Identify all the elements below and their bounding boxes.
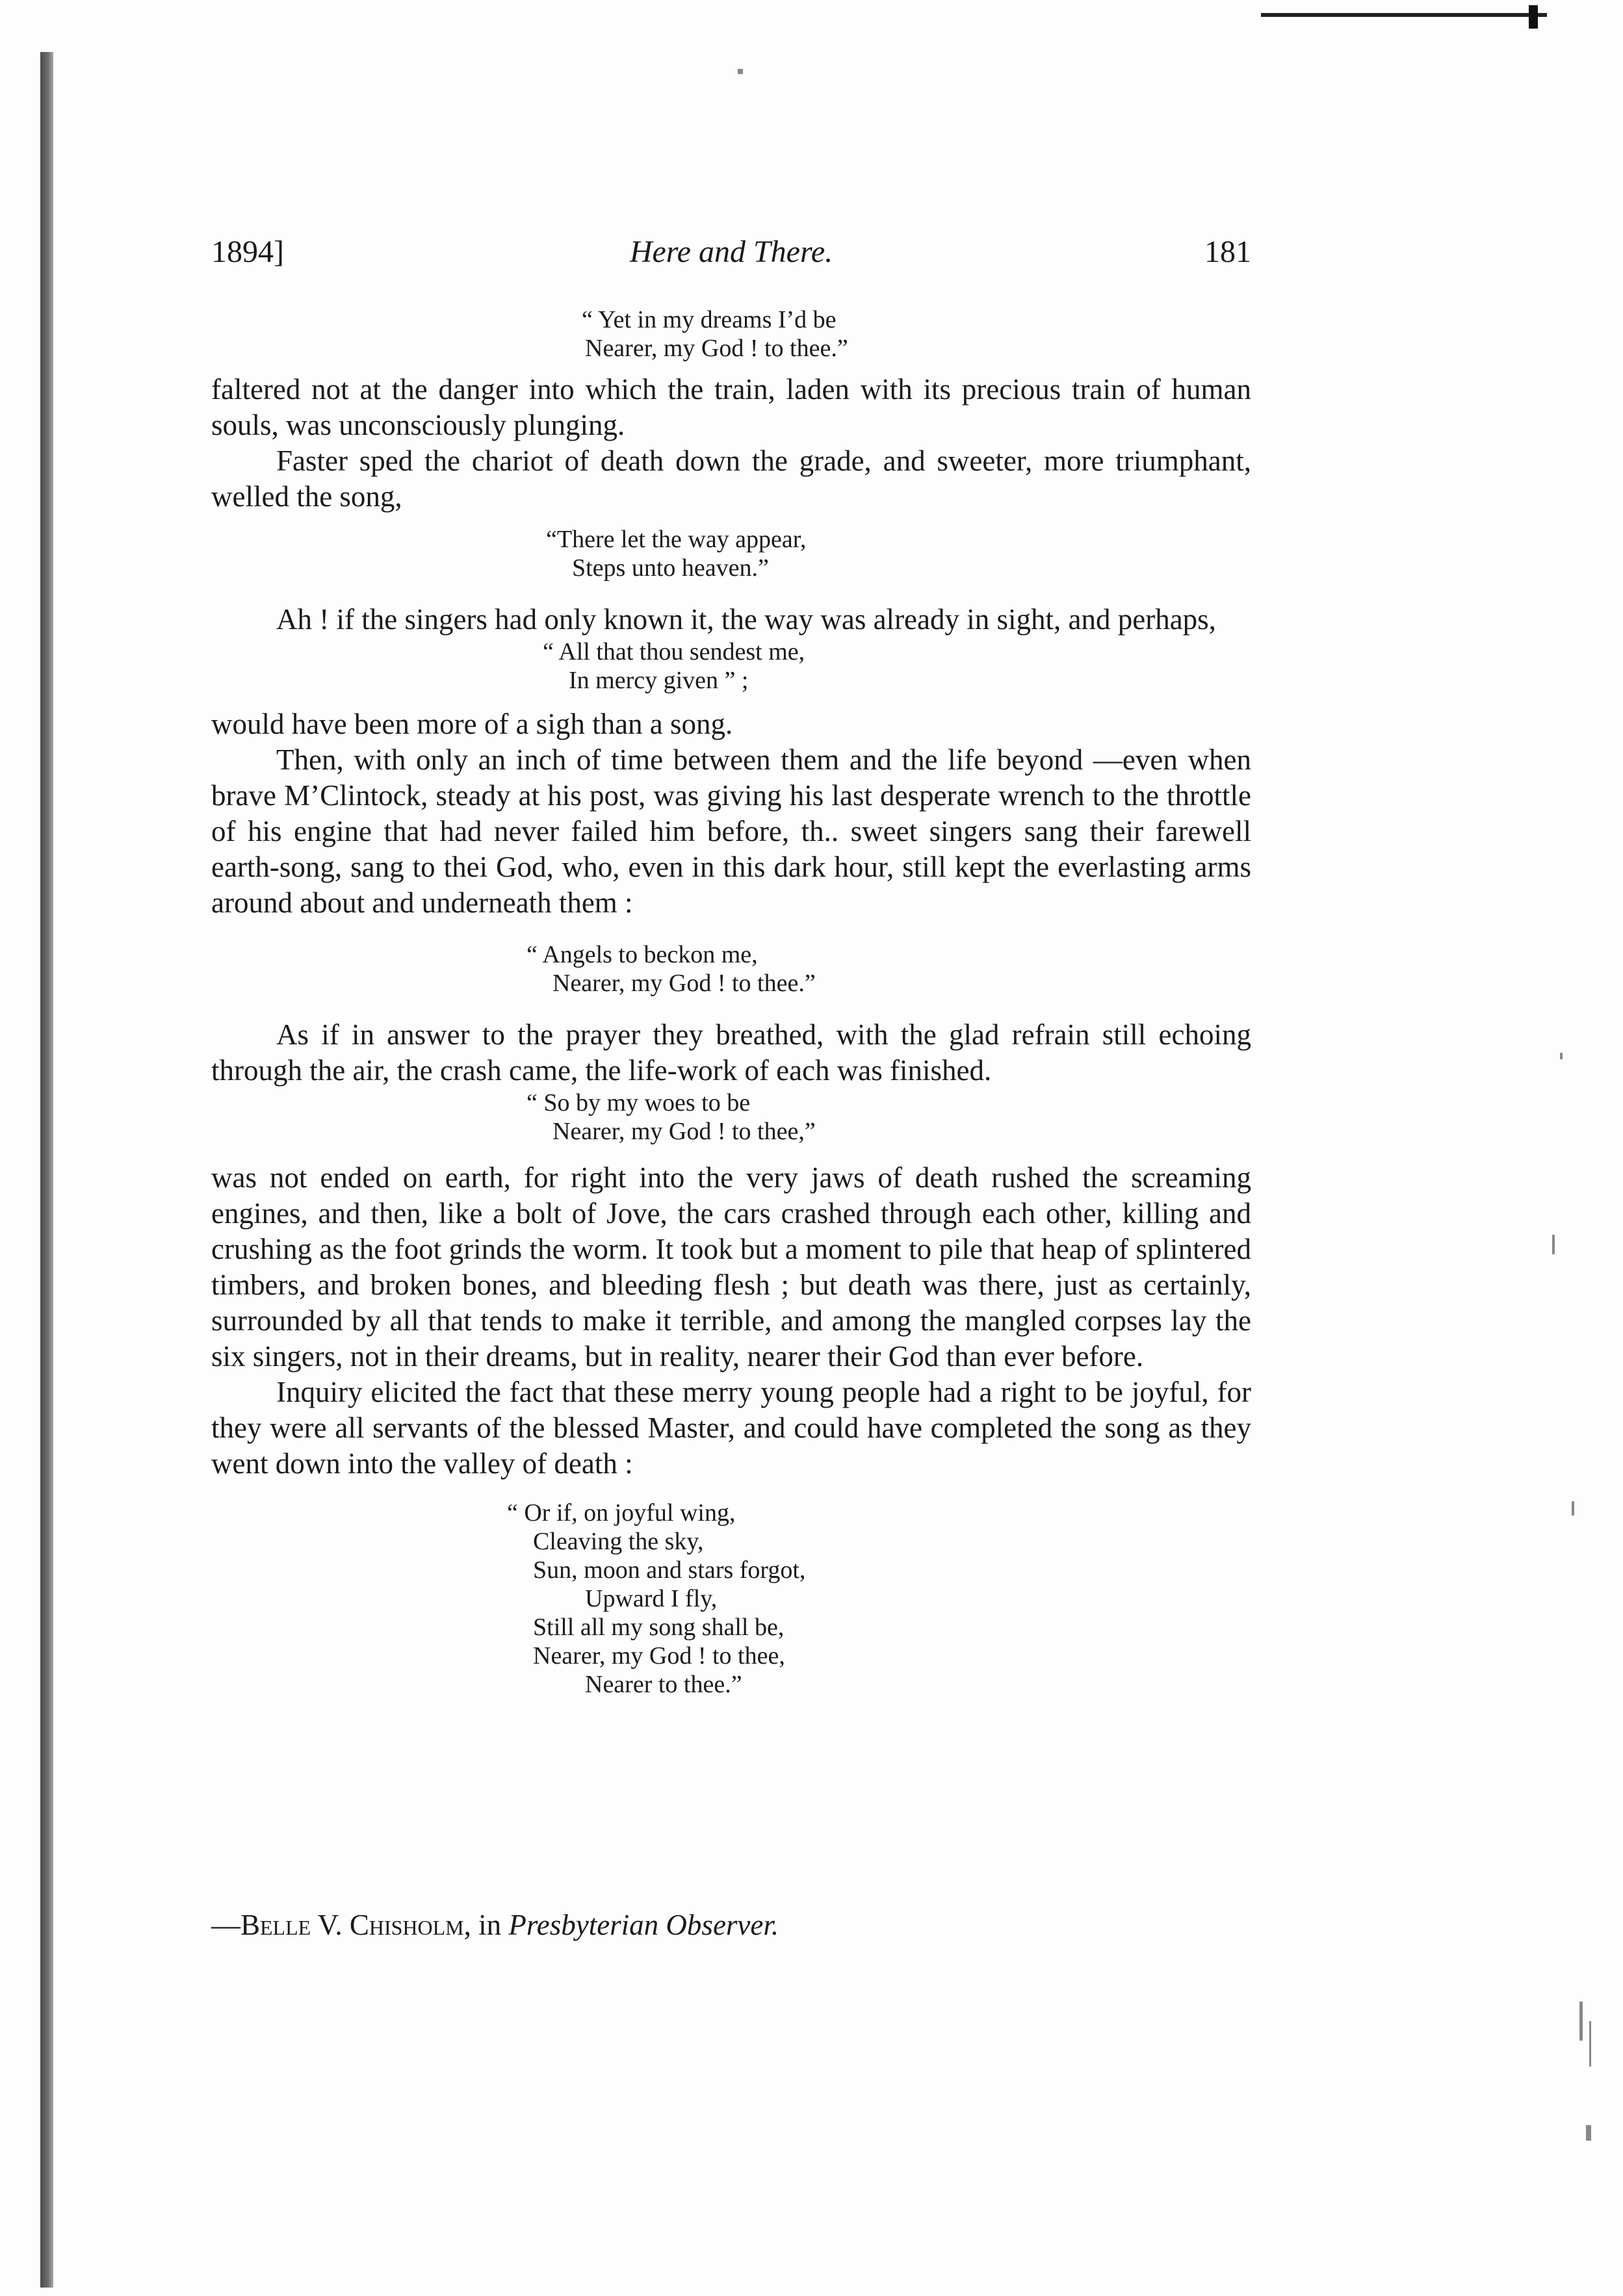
verse-line: “ Yet in my dreams I’d be (582, 306, 837, 333)
page-number: 181 (1204, 235, 1251, 269)
verse-line: Nearer, my God ! to thee.” (585, 335, 848, 362)
verse-line: “ Or if, on joyful wing, (507, 1499, 736, 1527)
verse-line: Nearer, my God ! to thee, (533, 1642, 785, 1670)
verse-line: “ All that thou sendest me, (543, 638, 805, 665)
paragraph: Then, with only an inch of time between them and the life beyond —even when brave M’Clintock, steady at his post, was giving his last desperate wrench to the throttle of his engine that had never failed him before, th.. sweet singers sang their farewell earth-song, sang to thei God, who, even in this dark hour, still kept the everlasting arms around about and underneath them : (211, 743, 1251, 919)
verse-line: Steps unto heaven.” (572, 554, 769, 582)
verse-block (211, 1499, 1251, 1699)
binding-shadow (40, 52, 53, 2288)
publication-name: Presbyterian Observer. (508, 1909, 779, 1941)
verse-block (211, 525, 1251, 582)
verse-block (211, 940, 1251, 998)
paragraph: Ah ! if the singers had only known it, the way was already in sight, and perhaps, (276, 603, 1216, 636)
verse-line: In mercy given ” ; (569, 667, 749, 694)
verse-block (211, 638, 1251, 695)
paragraph: faltered not at the danger into which the train, laden with its precious train of human souls, was unconsciously plunging. (211, 373, 1251, 441)
verse-line: Nearer, my God ! to thee.” (552, 970, 816, 997)
verse-line: Nearer to thee.” (585, 1671, 742, 1698)
running-head (211, 234, 1251, 273)
header-title: Here and There. (629, 235, 833, 269)
attribution (211, 1907, 779, 1943)
verse-line: “ So by my woes to be (526, 1089, 751, 1116)
verse-line: Cleaving the sky, (533, 1528, 704, 1555)
paragraph: As if in answer to the prayer they breathed, with the glad refrain still echoing through the air, the crash came, the life-work of each was finished. (211, 1018, 1251, 1087)
scan-top-rule (1261, 13, 1547, 17)
verse-line: “ Angels to beckon me, (526, 941, 758, 968)
header-year: 1894] (211, 235, 284, 269)
attribution-in: in (478, 1909, 502, 1941)
verse-block (211, 1089, 1251, 1146)
paragraph: would have been more of a sigh than a song. (211, 708, 733, 740)
verse-line: Nearer, my God ! to thee,” (552, 1118, 816, 1145)
scan-mark (1529, 5, 1538, 29)
attribution-dash: — (211, 1909, 240, 1941)
article-body (211, 305, 1251, 1699)
verse-line: “There let the way appear, (546, 526, 807, 553)
verse-line: Still all my song shall be, (533, 1614, 785, 1641)
paragraph: was not ended on earth, for right into the very jaws of death rushed the screaming engines, and then, like a bolt of Jove, the cars crashed through each other, killing and crushing as the foot grinds the worm. It took but a moment to pile that heap of splintered timbers, and broken bones, and bleeding flesh ; but death was there, just as certainly, surrounded by all that tends to make it terrible, and among the mangled corpses lay the six singers, not in their dreams, but in reality, nearer their God than ever before. (211, 1161, 1251, 1373)
paragraph: Inquiry elicited the fact that these merry young people had a right to be joyful, for they were all servants of the blessed Master, and could have completed the song as they went down into the valley of death : (211, 1376, 1251, 1480)
paragraph: Faster sped the chariot of death down the grade, and sweeter, more triumphant, welled the song, (211, 445, 1251, 513)
verse-line: Sun, moon and stars forgot, (533, 1556, 806, 1584)
verse-block (211, 305, 1251, 363)
author-name: Belle V. Chisholm, (240, 1909, 471, 1941)
verse-line: Upward I fly, (585, 1585, 718, 1612)
